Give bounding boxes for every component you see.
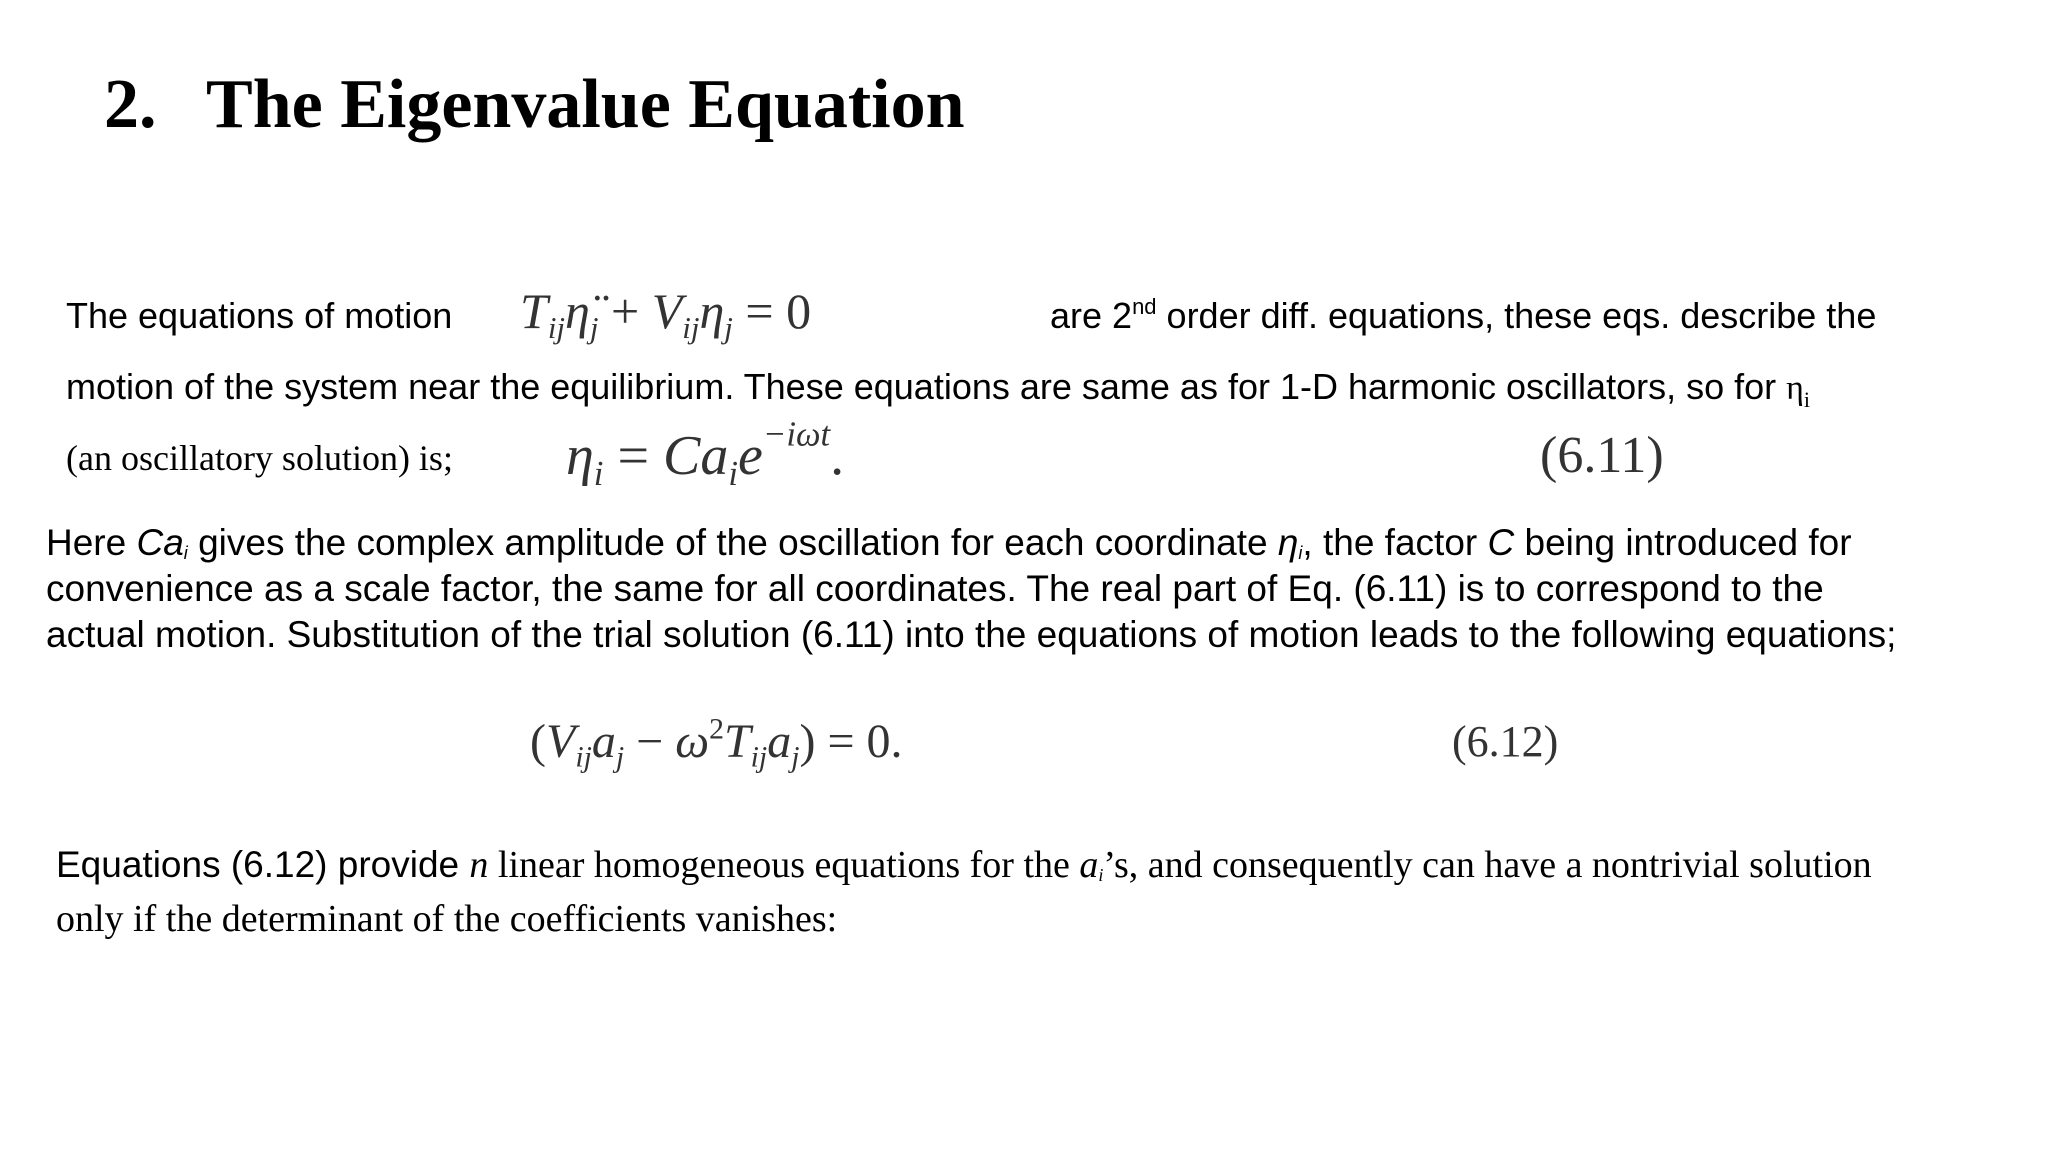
eq612-omega: ω xyxy=(675,715,710,768)
title-number: 2. xyxy=(104,66,157,143)
line2-body: motion of the system near the equilibrium. These equations are same as for 1-D harmonic oscillators, so for xyxy=(66,366,1787,407)
line1-text-end xyxy=(1050,294,1877,336)
eq-rhs: = 0 xyxy=(732,283,812,339)
eq612-sub-j: j xyxy=(791,740,800,774)
eq612-sub-ij: ij xyxy=(575,740,592,774)
paragraph-line-3: actual motion. Substitution of the trial solution (6.11) into the equations of motion leads to the following equations; xyxy=(46,614,1897,655)
eq612-close: ) = 0. xyxy=(799,715,903,768)
p1-sub: i xyxy=(183,543,188,563)
final-a-sub: i xyxy=(1098,865,1104,885)
p1-eta-sub: i xyxy=(1298,543,1303,563)
eq-plus: + xyxy=(598,283,652,339)
eq612-squared: 2 xyxy=(709,712,724,746)
slide-title xyxy=(104,66,965,143)
eq611-sub-i: i xyxy=(593,454,604,494)
line1-superscript: nd xyxy=(1132,294,1157,319)
title-text: The Eigenvalue Equation xyxy=(206,66,965,143)
eq611-dot: . xyxy=(830,425,845,487)
final-r2: ’s, and consequently can have a nontrivial solution xyxy=(1103,844,1872,886)
line3-text: (an oscillatory solution) is; xyxy=(66,438,453,478)
eq612-T: T xyxy=(723,715,751,768)
equation-6-12 xyxy=(530,712,903,774)
eq612-sub-ij: ij xyxy=(750,740,768,774)
eq-eta: η xyxy=(699,283,725,339)
eq612-minus: − xyxy=(624,715,676,768)
line2-eta-i xyxy=(1786,370,1811,412)
final-line-1 xyxy=(56,842,2036,896)
eq611-C: C xyxy=(663,425,701,487)
eq612-a: a xyxy=(591,715,616,768)
final-a: a xyxy=(1079,844,1099,886)
line1-text-start: The equations of motion xyxy=(66,295,453,336)
p1-Ca: Ca xyxy=(136,522,184,563)
p1-C: C xyxy=(1487,522,1515,563)
eq-sub-j: j xyxy=(724,309,733,345)
explanation-paragraph xyxy=(46,520,2036,658)
eq611-sub-i: i xyxy=(728,454,739,494)
equation-label-6-11: (6.11) xyxy=(1540,427,1664,484)
eq-T: T xyxy=(520,283,548,339)
line1-prefix: are 2 xyxy=(1050,295,1133,336)
equation-of-motion xyxy=(520,283,812,345)
eq612-V: V xyxy=(545,715,576,768)
paragraph-line-1 xyxy=(46,520,2036,566)
p1-b: gives the complex amplitude of the oscillation for each coordinate xyxy=(187,522,1278,563)
equation-6-11 xyxy=(566,414,845,494)
p1-c: , the factor xyxy=(1302,522,1488,563)
equation-label-6-12: (6.12) xyxy=(1452,717,1559,766)
line1-suffix: order diff. equations, these eqs. describe the xyxy=(1156,295,1877,336)
eq611-a: a xyxy=(700,425,729,487)
p1-eta: η xyxy=(1277,522,1299,563)
p1-d: being introduced for xyxy=(1514,522,1852,563)
eq-V: V xyxy=(651,283,683,339)
final-r1: linear homogeneous equations for the xyxy=(488,844,1080,886)
eq612-sub-j: j xyxy=(615,740,625,774)
paragraph-line-2: convenience as a scale factor, the same for all coordinates. The real part of Eq. (6.11) is to correspond to the xyxy=(46,568,1824,609)
line2-text xyxy=(66,366,1811,412)
eq612-open: ( xyxy=(530,715,546,768)
eq-sub-ij: ij xyxy=(547,309,566,345)
eq-sub-ij: ij xyxy=(682,309,700,345)
eq612-a: a xyxy=(767,715,792,768)
final-n: n xyxy=(469,844,489,886)
final-sans-part: Equations (6.12) provide xyxy=(56,844,470,885)
eq611-exponent: −iωt xyxy=(762,414,831,454)
p1-a: Here xyxy=(46,522,137,563)
final-line-2: only if the determinant of the coefficients vanishes: xyxy=(56,898,838,940)
final-serif-part xyxy=(469,844,1871,886)
eq611-equals: = xyxy=(603,425,664,487)
eq611-eta: η xyxy=(566,425,594,487)
eq-sub-j: j xyxy=(589,309,599,345)
eq611-e: e xyxy=(738,425,763,487)
final-paragraph xyxy=(56,842,2036,942)
line2-eta: η xyxy=(1786,370,1804,407)
line2-eta-sub: i xyxy=(1803,387,1811,412)
eq-eta-ddot: η̈ xyxy=(565,283,590,339)
